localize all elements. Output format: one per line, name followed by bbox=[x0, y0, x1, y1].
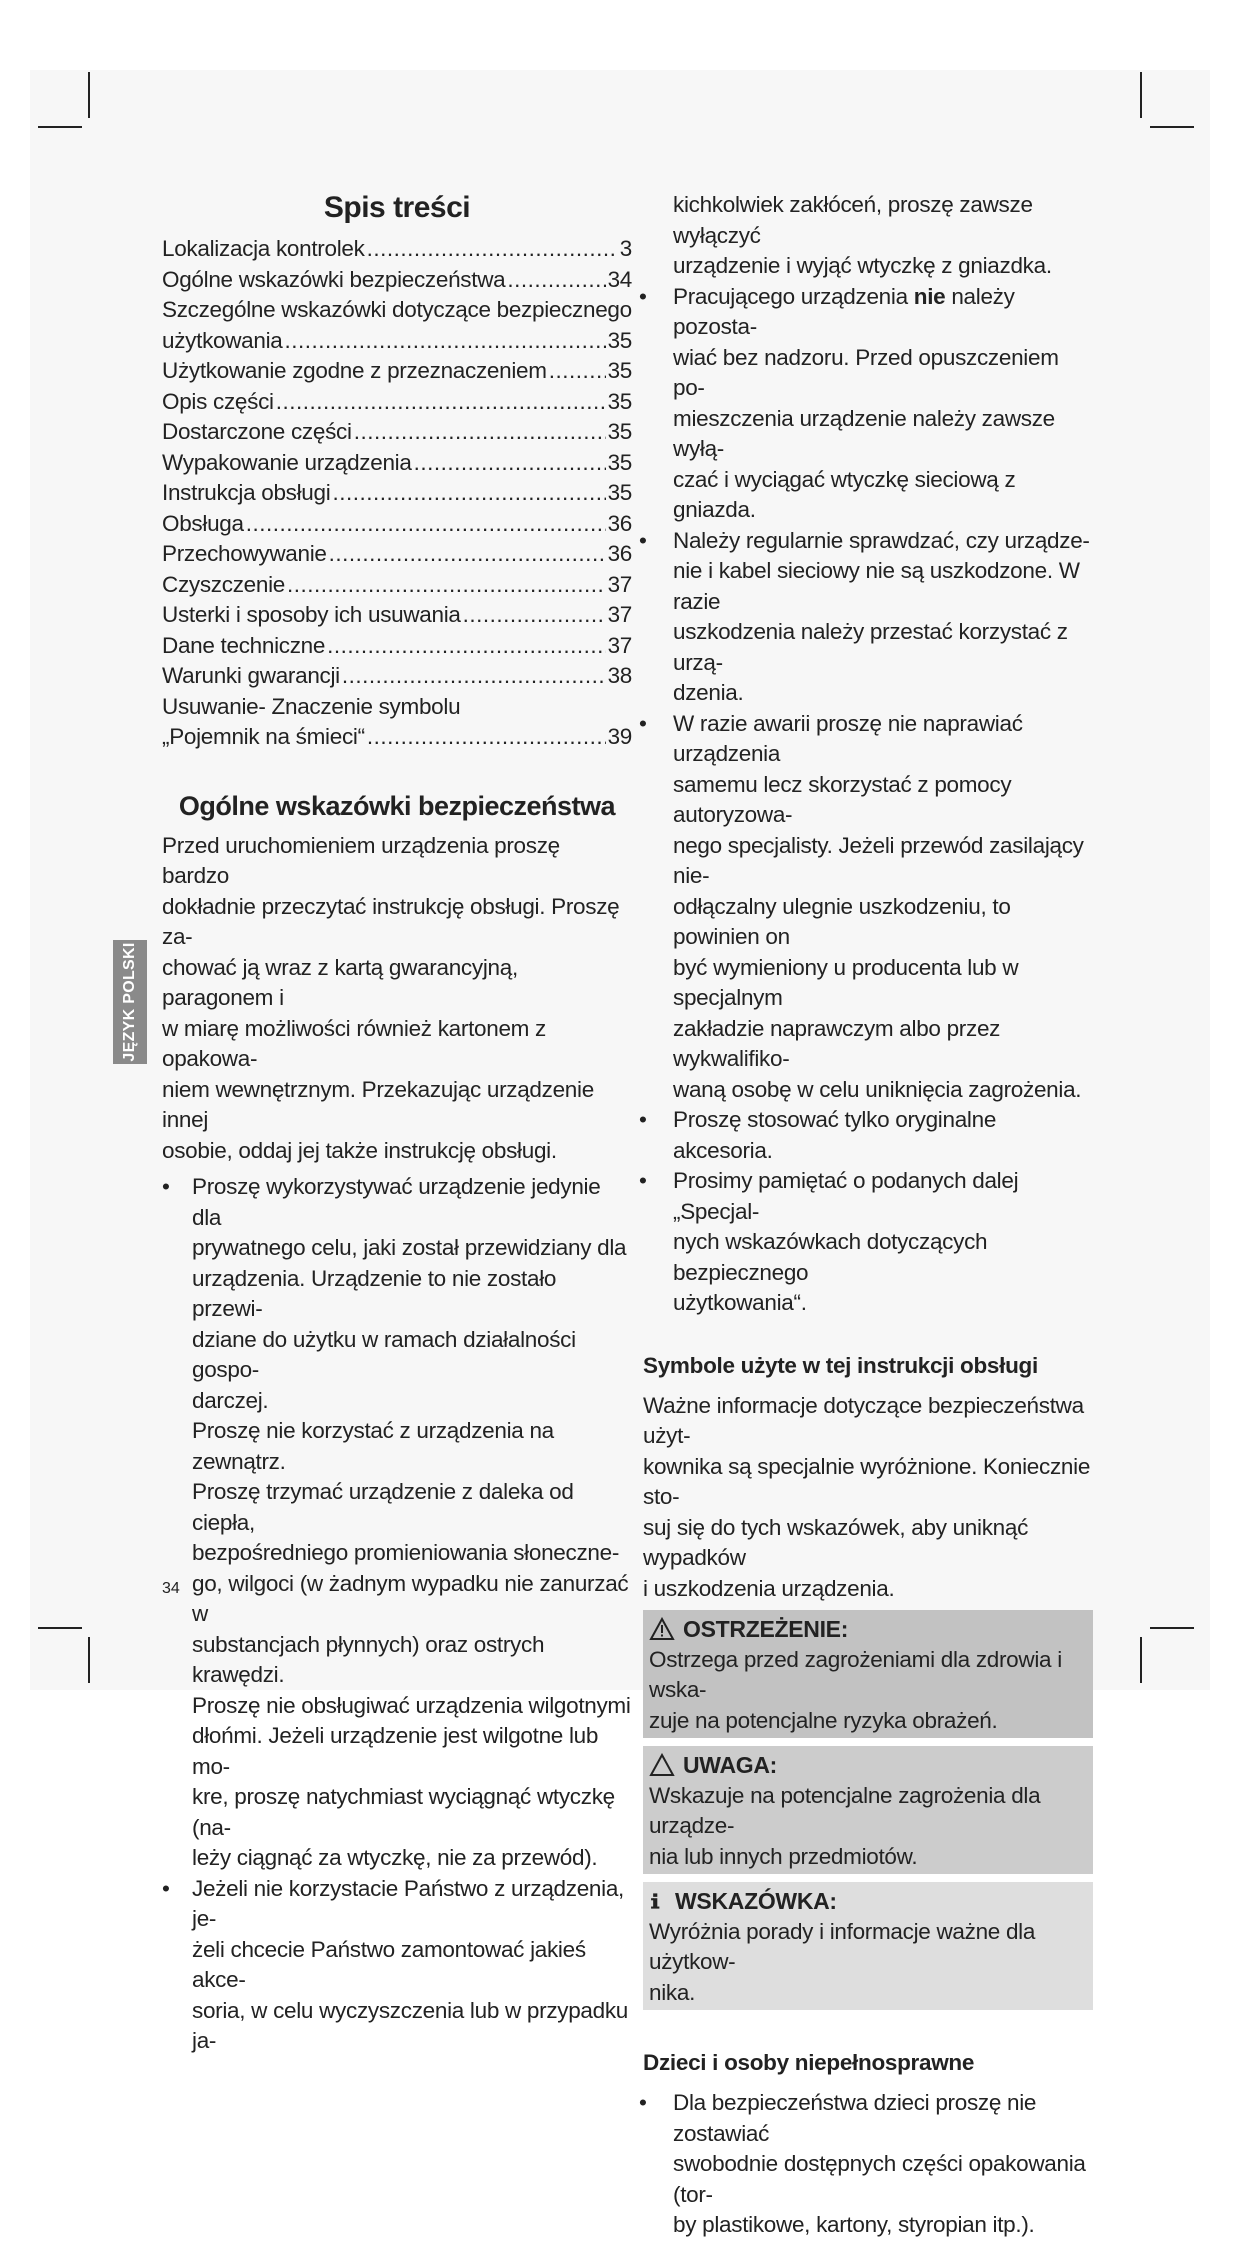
toc-entry-page: 36 bbox=[607, 510, 632, 536]
text-line: osobie, oddaj jej także instrukcję obsługi. bbox=[162, 1137, 557, 1163]
bullet-marker: • bbox=[639, 1107, 647, 1132]
text-line: Proszę nie korzystać z urządzenia na zewnątrz. bbox=[192, 1418, 554, 1474]
text-line: chować ją wraz z kartą gwarancyjną, paragonem i bbox=[162, 954, 518, 1010]
toc-entry-page: 34 bbox=[607, 266, 632, 292]
text-line: substancjach płynnych) oraz ostrych krawędzi. bbox=[192, 1631, 545, 1687]
toc-entry bbox=[162, 265, 632, 296]
bullet-marker: • bbox=[162, 1875, 170, 1901]
toc-entry-page: 36 bbox=[607, 541, 632, 566]
children-title: Dzieci i osoby niepełnosprawne bbox=[643, 2050, 975, 2075]
text-line: dziane do użytku w ramach działalności gospo- bbox=[192, 1326, 576, 1382]
bullet-item bbox=[639, 709, 1093, 1106]
text-line: nika. bbox=[649, 1979, 696, 2005]
toc-leader-dots bbox=[549, 356, 606, 387]
text-line: zakładzie naprawczym albo przez wykwalifiko- bbox=[673, 1015, 1001, 1071]
text-line: dłońmi. Jeżeli urządzenie jest wilgotne lub mo- bbox=[192, 1723, 599, 1779]
bullet-text bbox=[673, 2088, 1093, 2241]
toc-leader-dots bbox=[276, 387, 606, 418]
toc-entry bbox=[162, 387, 632, 418]
crop-mark bbox=[38, 1627, 82, 1629]
text-line: go, wilgoci (w żadnym wypadku nie zanurzać w bbox=[192, 1570, 629, 1626]
toc-entry bbox=[162, 600, 632, 631]
symbols-title: Symbole użyte w tej instrukcji obsługi bbox=[643, 1352, 1038, 1378]
bullet-item bbox=[639, 282, 1093, 526]
toc-entry bbox=[162, 722, 632, 753]
crop-mark bbox=[88, 1637, 90, 1683]
text-line: Prosimy pamiętać o podanych dalej „Specjal- bbox=[673, 1168, 1019, 1224]
toc-entry-label: Opis części bbox=[162, 388, 274, 414]
text-line: kichkolwiek zakłóceń, proszę zawsze wyłączyć bbox=[673, 192, 1033, 248]
left-column bbox=[162, 190, 632, 2057]
toc-entry bbox=[162, 631, 632, 662]
text-line: Wskazuje na potencjalne zagrożenia dla urządze- bbox=[649, 1782, 1041, 1838]
text-line: odłączalny ulegnie uszkodzeniu, to powinien on bbox=[673, 893, 1011, 949]
language-tab-label: JĘZYK POLSKI bbox=[121, 942, 138, 1062]
toc-entry-label: Przechowywanie bbox=[162, 541, 327, 566]
bullet-text bbox=[192, 1172, 632, 1416]
toc-leader-dots bbox=[367, 722, 606, 753]
toc-leader-dots bbox=[367, 234, 618, 265]
text-line: użytkowania“. bbox=[673, 1290, 807, 1315]
text-line: samemu lecz skorzystać z pomocy autoryzowa- bbox=[673, 771, 1012, 827]
text-line: nego specjalisty. Jeżeli przewód zasilający nie- bbox=[673, 832, 1084, 888]
text-line: darczej. bbox=[192, 1387, 269, 1413]
text-line: żeli chcecie Państwo zamontować jakieś akce- bbox=[192, 1936, 586, 1992]
toc-entry-page: 38 bbox=[607, 663, 632, 688]
toc-entry-page: 3 bbox=[619, 236, 632, 261]
text-line: kownika są specjalnie wyróżnione. Koniecznie sto- bbox=[643, 1453, 1091, 1509]
toc-leader-dots bbox=[287, 570, 606, 601]
bullet-text bbox=[673, 709, 1093, 1106]
toc-entry-label: Usterki i sposoby ich usuwania bbox=[162, 602, 461, 627]
toc-entry-page: 37 bbox=[607, 602, 632, 627]
crop-mark bbox=[1140, 72, 1142, 118]
bullet-marker: • bbox=[162, 1174, 170, 1199]
text-line: zuje na potencjalne ryzyka obrażeń. bbox=[649, 1707, 998, 1733]
text-line: Przed uruchomieniem urządzenia proszę bardzo bbox=[162, 832, 560, 888]
text-line: niem wewnętrznym. Przekazując urządzenie innej bbox=[162, 1076, 594, 1132]
text-line: waną osobę w celu uniknięcia zagrożenia. bbox=[673, 1076, 1082, 1102]
note-text bbox=[649, 1917, 1087, 2009]
text-line: w miarę możliwości również kartonem z opakowa- bbox=[162, 1015, 547, 1071]
caution-box bbox=[643, 1746, 1093, 1874]
toc-entry-page: 35 bbox=[607, 388, 632, 414]
general-intro bbox=[162, 831, 632, 1167]
general-safety-title: Ogólne wskazówki bezpieczeństwa bbox=[178, 790, 616, 821]
toc-entry bbox=[162, 661, 632, 692]
toc-entry-page: 35 bbox=[607, 449, 632, 475]
toc-entry-page: 37 bbox=[607, 571, 632, 597]
crop-mark bbox=[1150, 126, 1194, 128]
warning-box bbox=[643, 1610, 1093, 1738]
toc-entry bbox=[162, 417, 632, 448]
bullet-text bbox=[673, 1105, 1093, 1166]
toc-entry-label: Dostarczone części bbox=[162, 419, 352, 444]
text-line: urządzenia. Urządzenie to nie zostało przewi- bbox=[192, 1265, 557, 1321]
bullet-item bbox=[639, 1166, 1093, 1319]
text-line: uszkodzenia należy przestać korzystać z urzą- bbox=[673, 619, 1068, 675]
toc-entry bbox=[162, 356, 632, 387]
text-line: czać i wyciągać wtyczkę sieciową z gniazda. bbox=[673, 466, 1016, 522]
toc-entry bbox=[162, 539, 632, 570]
toc-entry-label: Użytkowanie zgodne z przeznaczeniem bbox=[162, 358, 547, 383]
toc-entry-label: Instrukcja obsługi bbox=[162, 480, 331, 505]
text-line: nych wskazówkach dotyczących bezpiecznego bbox=[673, 1229, 988, 1285]
toc-entry-label: Ogólne wskazówki bezpieczeństwa bbox=[162, 266, 506, 292]
text-line: leży ciągnąć za wtyczkę, nie za przewód). bbox=[192, 1845, 598, 1870]
note-title: WSKAZÓWKA: bbox=[675, 1888, 837, 1914]
toc-entry-label: Czyszczenie bbox=[162, 571, 285, 597]
toc-leader-dots bbox=[332, 478, 605, 509]
bullet-marker: • bbox=[639, 1168, 647, 1193]
toc-entry-page: 35 bbox=[607, 358, 632, 383]
toc-entry-label: Usuwanie- Znaczenie symbolu bbox=[162, 693, 461, 719]
bullet-item bbox=[639, 1105, 1093, 1166]
toc-leader-dots bbox=[342, 661, 606, 692]
caution-triangle-icon bbox=[649, 1753, 675, 1777]
toc-entry-label: Obsługa bbox=[162, 510, 244, 536]
text-line: Proszę nie obsługiwać urządzenia wilgotnymi bbox=[192, 1692, 631, 1718]
toc-entry-label: użytkowania bbox=[162, 327, 283, 353]
toc-entry-page: 37 bbox=[607, 632, 632, 658]
text-line: wiać bez nadzoru. Przed opuszczeniem po- bbox=[673, 344, 1059, 400]
warning-text bbox=[649, 1645, 1087, 1737]
text-line: i uszkodzenia urządzenia. bbox=[643, 1575, 895, 1601]
bullet-text bbox=[673, 526, 1093, 709]
toc-entry bbox=[162, 570, 632, 601]
text-line: swobodnie dostępnych części opakowania (tor- bbox=[673, 2151, 1086, 2207]
toc-entry-label: Dane techniczne bbox=[162, 632, 326, 658]
bullet-item bbox=[162, 1874, 632, 2057]
toc-entry-page: 35 bbox=[607, 419, 632, 444]
bullet-item bbox=[639, 2088, 1093, 2241]
symbols-intro bbox=[643, 1391, 1093, 1605]
toc-leader-dots bbox=[414, 448, 606, 479]
text-line: dzenia. bbox=[673, 680, 744, 705]
text-line: Proszę stosować tylko oryginalne akcesoria. bbox=[673, 1107, 997, 1163]
text-line: być wymieniony u producenta lub w specjalnym bbox=[673, 954, 1019, 1010]
toc-entry-label: Szczególne wskazówki dotyczące bezpiecznego bbox=[162, 297, 632, 322]
bullet-continuation bbox=[643, 190, 1093, 282]
toc-entry-label: Warunki gwarancji bbox=[162, 663, 340, 688]
text-line: soria, w celu wyczyszczenia lub w przypadku ja- bbox=[192, 1997, 629, 2053]
right-column bbox=[639, 190, 1093, 2241]
toc-entry bbox=[162, 509, 632, 540]
text-line: W razie awarii proszę nie naprawiać urządzenia bbox=[673, 710, 1023, 766]
text-line: Należy regularnie sprawdzać, czy urządze- bbox=[673, 527, 1090, 553]
language-tab bbox=[113, 940, 147, 1064]
toc-leader-dots bbox=[329, 539, 606, 570]
crop-mark bbox=[38, 126, 82, 128]
text-line: mieszczenia urządzenie należy zawsze wyłą- bbox=[673, 405, 1055, 461]
text-line: Dla bezpieczeństwa dzieci proszę nie zostawiać bbox=[673, 2090, 1037, 2146]
page-number: 34 bbox=[162, 1580, 180, 1597]
text-line: nie i kabel sieciowy nie są uszkodzone. W razie bbox=[673, 558, 1080, 614]
toc-entry-page: 39 bbox=[607, 724, 632, 749]
text-line: Ważne informacje dotyczące bezpieczeństwa użyt- bbox=[643, 1392, 1084, 1448]
text-line: Jeżeli nie korzystacie Państwo z urządzenia, je- bbox=[192, 1875, 625, 1931]
text-line: kre, proszę natychmiast wyciągnąć wtyczkę (na- bbox=[192, 1784, 615, 1840]
text-line: Wyróżnia porady i informacje ważne dla użytkow- bbox=[649, 1918, 1036, 1974]
note-box bbox=[643, 1882, 1093, 2010]
warning-triangle-icon bbox=[649, 1617, 675, 1641]
toc-entry-page: 35 bbox=[607, 327, 632, 353]
caution-title: UWAGA: bbox=[683, 1752, 778, 1778]
toc-entry-label: Lokalizacja kontrolek bbox=[162, 236, 365, 261]
crop-mark bbox=[1150, 1627, 1194, 1629]
bullet-marker: • bbox=[639, 283, 647, 309]
bullet-item bbox=[639, 526, 1093, 709]
toc-entry bbox=[162, 326, 632, 357]
toc-entry-page: 35 bbox=[607, 480, 632, 505]
text-line: nia lub innych przedmiotów. bbox=[649, 1843, 918, 1869]
toc-entry-label: Wypakowanie urządzenia bbox=[162, 449, 412, 475]
text-line: by plastikowe, kartony, styropian itp.). bbox=[673, 2212, 1035, 2237]
bullet-text-continued bbox=[192, 1416, 632, 1874]
bullet-text: Pracującego urządzenia nie należy pozosta- wiać bez nadzoru. Przed opuszczeniem po- mieszczenia urządzenie należy zawsze wyłą- czać i wyciągać wtyczkę sieciową z gniazda. bbox=[673, 282, 1093, 526]
text-line: urządzenie i wyjąć wtyczkę z gniazdka. bbox=[673, 253, 1052, 278]
toc-leader-dots bbox=[285, 326, 606, 357]
info-icon bbox=[649, 1889, 667, 1913]
toc-entry bbox=[162, 478, 632, 509]
toc-title: Spis treści bbox=[323, 191, 471, 224]
bullet-marker: • bbox=[639, 2090, 647, 2115]
toc-leader-dots bbox=[463, 600, 606, 631]
crop-mark bbox=[88, 72, 90, 118]
toc-leader-dots bbox=[507, 265, 605, 296]
toc-leader-dots bbox=[246, 509, 606, 540]
caution-text bbox=[649, 1781, 1087, 1873]
bullet-marker: • bbox=[639, 710, 647, 736]
toc-leader-dots bbox=[354, 417, 606, 448]
crop-mark bbox=[1140, 1637, 1142, 1683]
text-line: Proszę trzymać urządzenie z daleka od ciepła, bbox=[192, 1479, 574, 1535]
bullet-text bbox=[192, 1874, 632, 2057]
bullet-text bbox=[673, 1166, 1093, 1319]
toc-entry-label: „Pojemnik na śmieci“ bbox=[162, 724, 365, 749]
toc-entry bbox=[162, 234, 632, 265]
text-line: dokładnie przeczytać instrukcję obsługi. Proszę za- bbox=[162, 893, 620, 949]
bullet-item bbox=[162, 1172, 632, 1874]
text-line: suj się do tych wskazówek, aby uniknąć wypadków bbox=[643, 1514, 1029, 1570]
bullet-marker: • bbox=[639, 527, 647, 553]
text-line: Ostrzega przed zagrożeniami dla zdrowia i wska- bbox=[649, 1646, 1062, 1702]
warning-title: OSTRZEŻENIE: bbox=[683, 1616, 849, 1642]
text-line: bezpośredniego promieniowania słoneczne- bbox=[192, 1540, 620, 1565]
text-line: prywatnego celu, jaki został przewidziany dla bbox=[192, 1235, 627, 1260]
text-line: Proszę wykorzystywać urządzenie jedynie dla bbox=[192, 1174, 601, 1230]
toc-leader-dots bbox=[327, 631, 605, 662]
toc-entry bbox=[162, 448, 632, 479]
toc-list bbox=[162, 234, 632, 753]
